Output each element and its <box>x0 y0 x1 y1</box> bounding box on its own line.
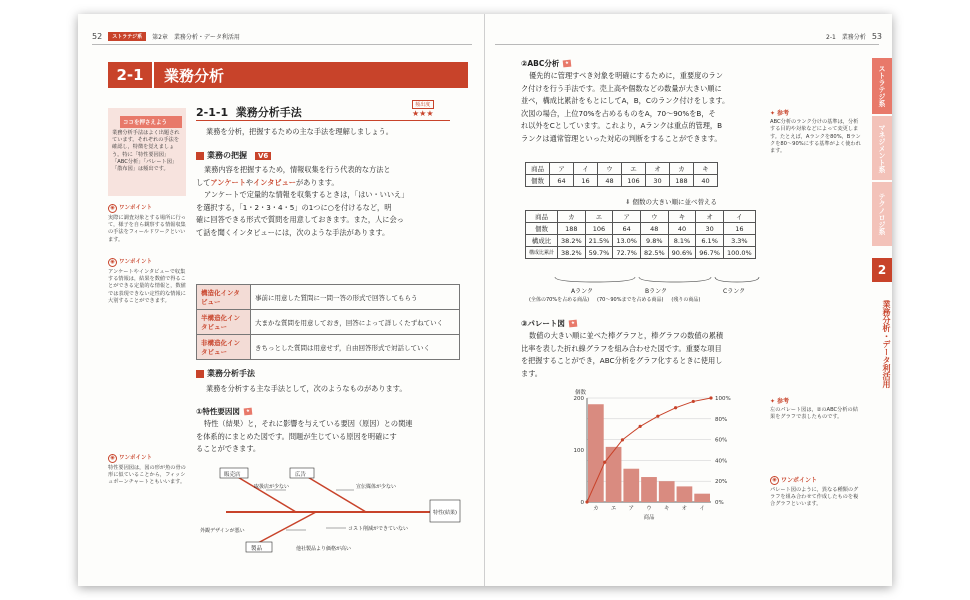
bar <box>677 486 693 502</box>
subhead-text: 業務分析手法 <box>207 369 255 378</box>
table-cell: エ <box>585 211 613 223</box>
section-number: 2-1-1 <box>196 106 229 119</box>
table-cell: 100.0% <box>723 247 755 259</box>
rank-b <box>645 286 667 295</box>
rank-brackets <box>525 276 775 286</box>
table-cell: 6.1% <box>696 235 724 247</box>
grasp-paragraph-1 <box>196 164 466 239</box>
key-point-text: 業務分析手法はよく出題されています。それぞれの手法を確認し，特徴を覚えましょう。特に「特性要因図」「ABC分析」「パレート図」「散布図」は頻出です。 <box>112 130 180 173</box>
abc-table-sorted <box>525 210 756 259</box>
pareto-heading <box>521 318 577 329</box>
paragraph-line: 確に回答できる形式で質問を用意しておきます。また，人に会っ <box>196 215 404 224</box>
book-spread <box>78 14 892 586</box>
table-row <box>526 211 756 223</box>
paragraph-line: アンケートで定量的な情報を収集するときは，「はい・いいえ」 <box>204 190 409 199</box>
cumulative-point <box>692 400 695 403</box>
table-cell: 40 <box>694 175 718 187</box>
cumulative-point <box>674 406 677 409</box>
paragraph-line: 特性（結果）と，それに影響を与えている要因（原因）との関連 <box>204 419 413 428</box>
note-title: 参考 <box>777 398 790 405</box>
rank-name: Cランク <box>723 288 746 295</box>
bracket-c <box>715 277 759 282</box>
header-tag: ストラテジ系 <box>108 32 146 41</box>
cumulative-point <box>639 425 642 428</box>
table-cell: 16 <box>723 223 755 235</box>
chapter-title: 業務分析 <box>152 62 468 88</box>
frequency-stars: ★★★ <box>412 109 434 118</box>
interview-types-table <box>196 284 460 360</box>
frequency-label: 頻出度 <box>412 100 434 109</box>
table-cell: 106 <box>585 223 613 235</box>
table-cell-value: 事前に用意した質問に一問一答の形式で回答してもらう <box>251 285 460 310</box>
note-title: 参考 <box>777 110 790 117</box>
table-row <box>197 335 460 360</box>
exam-tag-icon: ★ <box>569 320 578 328</box>
table-cell: イ <box>723 211 755 223</box>
table-cell: エ <box>622 163 646 175</box>
paragraph-line: を把握することができ，ABC分析をグラフ化するときに使用し <box>521 356 723 365</box>
table-cell: 64 <box>550 175 574 187</box>
table-cell: 3.3% <box>723 235 755 247</box>
table-cell: 30 <box>646 175 670 187</box>
fishbone-text <box>196 418 466 456</box>
bone-line <box>236 476 296 512</box>
paragraph-line: ます。 <box>521 368 542 378</box>
bar <box>694 494 710 502</box>
x-axis-label: 商品 <box>643 515 655 521</box>
paragraph-line: ク付けを行う手法です。売上高や個数などの数量が大きい順に <box>521 83 722 93</box>
note-title: ワンポイント <box>781 476 818 484</box>
bar <box>641 477 657 502</box>
square-bullet-icon <box>196 370 204 378</box>
bar <box>659 481 675 502</box>
one-point-text: 特性要因図は，図の形が魚の骨の形に似ていることから，フィッシュボーンチャートともいいます。 <box>108 465 186 486</box>
x-tick-label: イ <box>699 506 705 512</box>
chapter-number: 2-1 <box>108 62 152 88</box>
bone-line <box>256 512 316 544</box>
x-tick-label: キ <box>663 506 670 512</box>
fishbone-diagram <box>196 464 466 564</box>
table-row <box>526 235 756 247</box>
table-cell: 21.5% <box>585 235 613 247</box>
table-cell: 商品 <box>526 211 558 223</box>
one-point-icon: ◉ <box>108 204 117 213</box>
header-rule <box>495 44 879 45</box>
pareto-chart <box>561 384 761 532</box>
table-cell: オ <box>696 211 724 223</box>
methods-text: 業務を分析する主な手法として，次のようなものがあります。 <box>206 384 407 393</box>
reference-icon: ✦ <box>770 110 776 117</box>
table-cell: 30 <box>696 223 724 235</box>
x-tick-label: ウ <box>646 506 652 512</box>
rank-name: Bランク <box>645 288 667 295</box>
table-cell: 72.7% <box>613 247 641 259</box>
reference-note-1 <box>770 110 862 155</box>
exam-tag-icon: ★ <box>244 408 253 416</box>
one-point-icon: ◉ <box>108 258 117 267</box>
reference-icon: ✦ <box>770 398 776 405</box>
y2-tick-label: 0% <box>715 500 724 506</box>
table-cell-key: 半構造化インタビュー <box>197 310 251 335</box>
one-point-note-3 <box>108 454 186 487</box>
table-cell: ア <box>613 211 641 223</box>
paragraph-line: 優先的に管理すべき対象を明確にするために，重要度のラン <box>529 71 723 80</box>
x-tick-label: カ <box>593 506 599 512</box>
x-tick-label: オ <box>681 506 688 512</box>
one-point-text: 実際に調査対象とする場所に行って，様子を自ら観察する情報収集の手法をフィールドワークといいます。 <box>108 215 186 243</box>
header-chapter-text: 2-1 業務分析 <box>826 34 866 41</box>
right-page <box>485 14 892 586</box>
table-cell: 9.8% <box>640 235 668 247</box>
fishbone-label: 取扱店が少ない <box>254 484 290 490</box>
bone-line <box>306 476 366 512</box>
one-point-title: ワンポイント <box>119 454 153 461</box>
header-chapter-text: 第2章 業務分析・データ利活用 <box>152 34 240 41</box>
table-cell-value: 大まかな質問を用意しておき，回答によって詳しくたずねていく <box>251 310 460 335</box>
abc-table-original <box>525 162 718 187</box>
one-point-note-4 <box>770 476 862 509</box>
table-cell: 64 <box>613 223 641 235</box>
key-point-title: ココを押さえよう <box>120 116 182 128</box>
rank-descriptions <box>529 296 700 303</box>
x-tick-label: ア <box>628 506 635 512</box>
fishbone-label: 広告 <box>295 472 307 478</box>
abc-text <box>521 70 776 145</box>
cumulative-point <box>656 415 659 418</box>
table-cell: ウ <box>598 163 622 175</box>
table-cell: 48 <box>640 223 668 235</box>
left-page <box>78 14 485 586</box>
paragraph-line: 数値の大きい順に並べた棒グラフと，棒グラフの数値の累積 <box>529 331 724 340</box>
section-intro: 業務を分析，把握するための主な手法を理解しましょう。 <box>206 127 393 136</box>
paragraph-line: 比率を表した折れ線グラフを組み合わせた図です。重要な項目 <box>521 343 722 353</box>
one-point-note-2 <box>108 258 186 305</box>
x-tick-label: エ <box>610 506 617 512</box>
paragraph-line: て話を聞くインタビューには，次のような手法があります。 <box>196 227 390 237</box>
keyword-interview: インタビュー <box>253 177 296 187</box>
fishbone-label: 特性(結果) <box>433 510 457 516</box>
table-cell: 106 <box>622 175 646 187</box>
y2-tick-label: 20% <box>715 479 728 486</box>
y-axis-label: 個数 <box>575 390 587 396</box>
fishbone-heading <box>196 406 252 417</box>
paragraph-line: 次図の場合，上位70%を占めるものをA，70～90%をB，そ <box>521 108 716 118</box>
cumulative-point <box>709 396 712 399</box>
one-point-icon: ◉ <box>108 454 117 463</box>
bar <box>606 447 622 502</box>
table-cell: ア <box>550 163 574 175</box>
tab-management[interactable]: マネジメント系 <box>872 116 892 180</box>
key-point-box <box>108 108 186 196</box>
table-row <box>526 223 756 235</box>
fishbone-label: 外観デザインが悪い <box>200 528 245 534</box>
note-text: パレート図のように，異なる種類のグラフを組み合わせて作成したものを複合グラフといいます。 <box>770 487 859 508</box>
cumulative-point <box>603 461 606 464</box>
one-point-title: ワンポイント <box>119 258 153 265</box>
table-cell: 188 <box>670 175 694 187</box>
table-cell: 59.7% <box>585 247 613 259</box>
paragraph-line: を選択する，「1・2・3・4・5」の1つに○を付けるなど，明 <box>196 202 392 212</box>
fishbone-label: 販売店 <box>224 472 241 478</box>
fishbone-label: 他社製品より価格が高い <box>296 546 352 552</box>
table-cell: ウ <box>640 211 668 223</box>
y-tick-label: 0 <box>580 500 584 506</box>
abc-heading <box>521 58 571 69</box>
table-cell: 構成比累計 <box>526 247 558 259</box>
running-header-right <box>826 32 882 41</box>
section-rule <box>196 120 450 121</box>
table-cell: 188 <box>558 223 586 235</box>
table-cell: カ <box>558 211 586 223</box>
rank-desc: (残りの商品) <box>671 297 701 303</box>
down-arrow-icon: ⬇ <box>625 198 631 206</box>
table-cell: イ <box>574 163 598 175</box>
rank-desc: (全体の70%を占める商品) <box>529 297 590 303</box>
one-point-icon: ◉ <box>770 476 779 485</box>
sort-label-text: 個数の大きい順に並べ替える <box>632 198 718 206</box>
bracket-b <box>639 277 711 282</box>
table-row <box>526 247 756 259</box>
bar <box>623 469 639 502</box>
table-cell: 16 <box>574 175 598 187</box>
paragraph-line: を体系的にまとめた図です。問題が生じている原因を明確にす <box>196 431 397 441</box>
text-span: や <box>245 177 254 187</box>
table-row <box>526 163 718 175</box>
keyword-survey: アンケート <box>210 177 246 187</box>
section-title-text: 業務分析手法 <box>235 106 302 119</box>
rank-c <box>723 286 745 295</box>
page-number-left: 52 <box>92 32 103 41</box>
table-cell: キ <box>668 211 696 223</box>
table-cell: 40 <box>668 223 696 235</box>
table-cell: 82.5% <box>640 247 668 259</box>
table-cell-value: きちっとした質問は用意せず，自由回答形式で対話していく <box>251 335 460 360</box>
pareto-title: ③パレート図 <box>521 319 565 328</box>
fishbone-label: コスト削減ができていない <box>348 526 409 532</box>
y2-tick-label: 40% <box>715 458 728 465</box>
rank-desc: (70～90%までを占める商品) <box>597 297 664 303</box>
bracket-a <box>555 277 635 282</box>
chapter-title-band <box>108 62 468 88</box>
paragraph-line: 並べ，構成比累計をもとにしてA，B，Cのランク付けをします。 <box>521 96 730 105</box>
exam-tag-icon: ★ <box>563 60 572 68</box>
table-cell: 90.6% <box>668 247 696 259</box>
y2-tick-label: 100% <box>715 396 731 402</box>
table-cell: 13.0% <box>613 235 641 247</box>
paragraph-line: ることができます。 <box>196 444 261 453</box>
page-number-right: 53 <box>871 32 882 41</box>
abc-title: ②ABC分析 <box>521 59 560 68</box>
table-row <box>526 175 718 187</box>
running-header-left <box>92 32 240 41</box>
table-cell: キ <box>694 163 718 175</box>
paragraph-line: れ以外をCとしています。これより，Aランクは重点的管理，B <box>521 121 723 130</box>
table-cell: 構成比 <box>526 235 558 247</box>
subhead-methods <box>196 368 255 379</box>
one-point-text: アンケートやインタビューで収集する情報は，結果を数値で得ることができる定量的な情報と，数値では表現できない定性的な情報に大別することができます。 <box>108 269 186 304</box>
header-rule <box>92 44 472 45</box>
section-title <box>196 104 302 120</box>
note-text: ABC分析のランク分けの基準は，分析する目的や対象などによって変更します。たとえば，Aランクを80%，Bランクを80～90%にする基準がよく使われます。 <box>770 119 861 155</box>
table-cell: 個数 <box>526 175 550 187</box>
table-cell: オ <box>646 163 670 175</box>
cumulative-point <box>585 500 588 503</box>
table-cell: 48 <box>598 175 622 187</box>
table-cell: カ <box>670 163 694 175</box>
fishbone-title: ①特性要因図 <box>196 407 240 416</box>
y-tick-label: 200 <box>573 396 584 402</box>
tab-technology[interactable]: テクノロジ系 <box>872 182 892 246</box>
table-cell: 8.1% <box>668 235 696 247</box>
table-cell: 個数 <box>526 223 558 235</box>
y2-tick-label: 60% <box>715 437 728 444</box>
paragraph-line: 業務内容を把握するため，情報収集を行う代表的な方法と <box>204 165 391 174</box>
chapter-tab-title: 業務分析・データ利活用 <box>882 300 891 388</box>
table-row <box>197 310 460 335</box>
reference-note-2 <box>770 398 862 422</box>
version-badge: V6 <box>255 152 271 160</box>
chapter-tab-number[interactable]: 2 <box>872 258 892 282</box>
y-tick-label: 100 <box>573 448 584 454</box>
fishbone-label: 宣伝媒体が少ない <box>356 484 397 490</box>
subhead-grasp <box>196 150 271 161</box>
text-span: があります。 <box>295 177 339 187</box>
rank-name: Aランク <box>571 288 593 295</box>
pareto-text <box>521 330 773 380</box>
table-row <box>197 285 460 310</box>
table-cell: 96.7% <box>696 247 724 259</box>
table-cell: 38.2% <box>558 235 586 247</box>
table-cell: 38.2% <box>558 247 586 259</box>
text-span: して <box>196 177 211 187</box>
sort-arrow-label <box>625 197 717 206</box>
table-cell: 商品 <box>526 163 550 175</box>
cumulative-point <box>621 438 624 441</box>
y2-tick-label: 80% <box>715 416 728 423</box>
subhead-text: 業務の把握 <box>207 151 247 160</box>
table-cell-key: 非構造化インタビュー <box>197 335 251 360</box>
note-text: 左のパレート図は，②のABC分析の結果をグラフで表したものです。 <box>770 407 858 421</box>
bar <box>588 404 604 502</box>
tab-strategy[interactable]: ストラテジ系 <box>872 58 892 114</box>
rank-a <box>571 286 593 295</box>
square-bullet-icon <box>196 152 204 160</box>
frequency-badge <box>412 100 434 118</box>
fishbone-label: 製品 <box>251 546 263 552</box>
one-point-title: ワンポイント <box>119 204 153 211</box>
paragraph-line: ランクは通常管理といった対応の判断をすることができます。 <box>521 133 722 143</box>
one-point-note-1 <box>108 204 186 244</box>
table-cell-key: 構造化インタビュー <box>197 285 251 310</box>
